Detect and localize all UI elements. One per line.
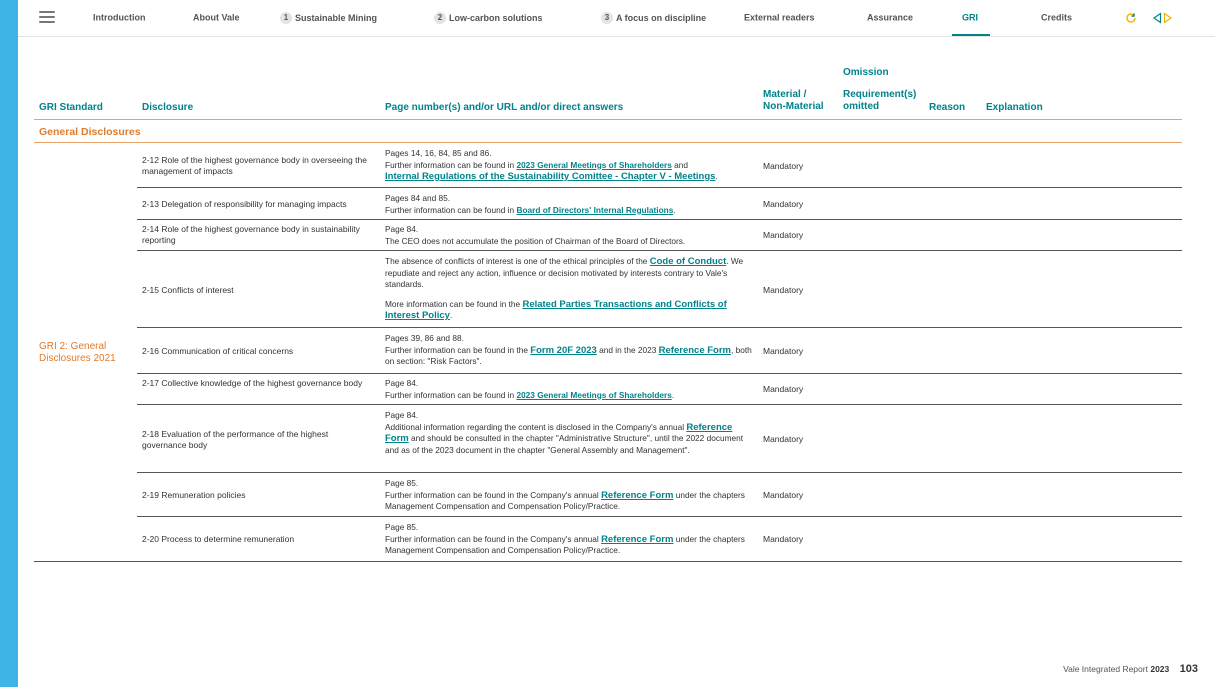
page-numbers-cell: Page 84. Additional information regarding the content is disclosed in the Company's annual Reference Form and should be consulted in the chapter "Administrative Structure", until the 2022 document and as of the 2023 document in the chapter "General Assembly and Management". [385, 410, 744, 455]
page-numbers-cell: Page 85. Further information can be found in the Company's annual Reference Form under the chapters Management Compensation and Compensation Policy/Practice. [385, 478, 745, 511]
next-page-icon[interactable] [1163, 12, 1173, 24]
chapter-number-badge: 2 [434, 12, 446, 24]
menu-icon[interactable] [39, 11, 55, 23]
chapter-number-badge: 3 [601, 12, 613, 24]
header-explanation: Explanation [986, 102, 1043, 113]
table-row [137, 143, 1182, 188]
left-accent-bar [0, 0, 18, 687]
nav-external-readers[interactable]: External readers [744, 12, 815, 23]
nav-credits[interactable]: Credits [1041, 12, 1073, 23]
material-cell: Mandatory [763, 285, 804, 295]
gri-standard-cell: GRI 2: General Disclosures 2021 [39, 341, 116, 364]
header-material: Material / Non-Material [763, 89, 824, 112]
disclosure-cell: 2-15 Conflicts of interest [142, 285, 234, 295]
page-footer [1063, 663, 1198, 675]
header-omission: Omission [843, 67, 889, 78]
nav-sustainable-mining[interactable]: 1 Sustainable Mining [280, 12, 377, 24]
link-board-internal-regulations[interactable]: Board of Directors' Internal Regulations [516, 204, 674, 215]
table-row [137, 328, 1182, 374]
nav-about-vale[interactable]: About Vale [193, 12, 240, 23]
link-reference-form[interactable]: Reference Form [601, 533, 674, 545]
material-cell: Mandatory [763, 199, 804, 209]
refresh-icon[interactable] [1125, 12, 1137, 24]
page-numbers-cell: Pages 14, 16, 84, 85 and 86. Further information can be found in 2023 General Meetings of Shareholders and Internal Regulations of the Sustainability Comittee - Chapter V - Meetings. [385, 148, 718, 182]
table-row [137, 473, 1182, 517]
top-navigation [18, 0, 1215, 37]
link-reference-form[interactable]: Reference Form [385, 421, 733, 444]
table-row [137, 251, 1182, 328]
table-row [137, 374, 1182, 405]
table-row [137, 220, 1182, 251]
link-general-meetings[interactable]: 2023 General Meetings of Shareholders [516, 159, 672, 170]
nav-gri[interactable]: GRI [962, 12, 979, 23]
link-reference-form[interactable]: Reference Form [601, 489, 674, 501]
material-cell: Mandatory [763, 490, 804, 500]
link-code-of-conduct[interactable]: Code of Conduct [649, 256, 727, 267]
disclosure-cell: 2-12 Role of the highest governance body in overseeing the management of impacts [142, 155, 367, 176]
header-gri-standard: GRI Standard [39, 102, 103, 113]
report-year: 2023 [1150, 664, 1170, 674]
nav-introduction[interactable]: Introduction [93, 12, 146, 23]
header-divider [34, 119, 1182, 120]
nav-low-carbon-solutions[interactable]: 2 Low-carbon solutions [434, 12, 543, 24]
link-related-parties-policy[interactable]: Related Parties Transactions and Conflicts of Interest Policy [385, 298, 727, 321]
disclosure-cell: 2-19 Remuneration policies [142, 490, 246, 500]
report-name: Vale Integrated Report [1063, 664, 1148, 674]
page-numbers-cell: Page 84. The CEO does not accumulate the position of Chairman of the Board of Directors. [385, 224, 686, 246]
header-requirements-omitted: Requirement(s) omitted [843, 89, 917, 112]
section-title: General Disclosures [39, 126, 141, 138]
table-row [34, 517, 1182, 562]
link-sustainability-committee-regulations[interactable]: Internal Regulations of the Sustainability Comittee - Chapter V - Meetings [385, 171, 716, 182]
page-numbers-cell: Page 85. Further information can be found in the Company's annual Reference Form under the chapters Management Compensation and Compensation Policy/Practice. [385, 522, 745, 555]
material-cell: Mandatory [763, 434, 804, 444]
chapter-number-badge: 1 [280, 12, 292, 24]
disclosure-cell: 2-13 Delegation of responsibility for managing impacts [142, 199, 347, 209]
disclosure-cell: 2-14 Role of the highest governance body in sustainability reporting [142, 224, 360, 245]
link-reference-form[interactable]: Reference Form [658, 344, 731, 356]
material-cell: Mandatory [763, 161, 804, 171]
material-cell: Mandatory [763, 230, 804, 240]
page-number: 103 [1179, 663, 1198, 675]
disclosure-cell: 2-18 Evaluation of the performance of the highest governance body [142, 429, 329, 450]
material-cell: Mandatory [763, 534, 804, 544]
page-numbers-cell: Pages 39, 86 and 88. Further information can be found in the Form 20F 2023 and in the 2023 Reference Form, both on section: "Risk Factors". [385, 333, 752, 366]
nav-assurance[interactable]: Assurance [867, 12, 914, 23]
page-numbers-cell: Page 84. Further information can be found in 2023 General Meetings of Shareholders. [385, 378, 675, 400]
material-cell: Mandatory [763, 346, 804, 356]
header-page-numbers: Page number(s) and/or URL and/or direct answers [385, 102, 624, 113]
page-numbers-cell: Pages 84 and 85. Further information can be found in Board of Directors' Internal Regulations. [385, 193, 676, 215]
prev-page-icon[interactable] [1152, 12, 1162, 24]
material-cell: Mandatory [763, 384, 804, 394]
link-form-20f[interactable]: Form 20F 2023 [530, 344, 597, 356]
active-tab-indicator [952, 34, 990, 36]
header-reason: Reason [929, 102, 966, 113]
page-numbers-cell: The absence of conflicts of interest is one of the ethical principles of the Code of Conduct. We repudiate and reject any action, influence or decision motivated by interests contrary to Vale's standards. More information can be found in the Related Parties Transactions and Conflicts of Interest Policy. [385, 256, 744, 321]
nav-focus-on-discipline[interactable]: 3 A focus on discipline [601, 12, 706, 24]
table-row [137, 188, 1182, 220]
disclosure-cell: 2-20 Process to determine remuneration [142, 534, 295, 544]
disclosure-cell: 2-17 Collective knowledge of the highest governance body [142, 378, 363, 388]
link-general-meetings[interactable]: 2023 General Meetings of Shareholders [516, 389, 672, 400]
disclosure-cell: 2-16 Communication of critical concerns [142, 346, 294, 356]
header-disclosure: Disclosure [142, 102, 194, 113]
table-row [137, 405, 1182, 473]
